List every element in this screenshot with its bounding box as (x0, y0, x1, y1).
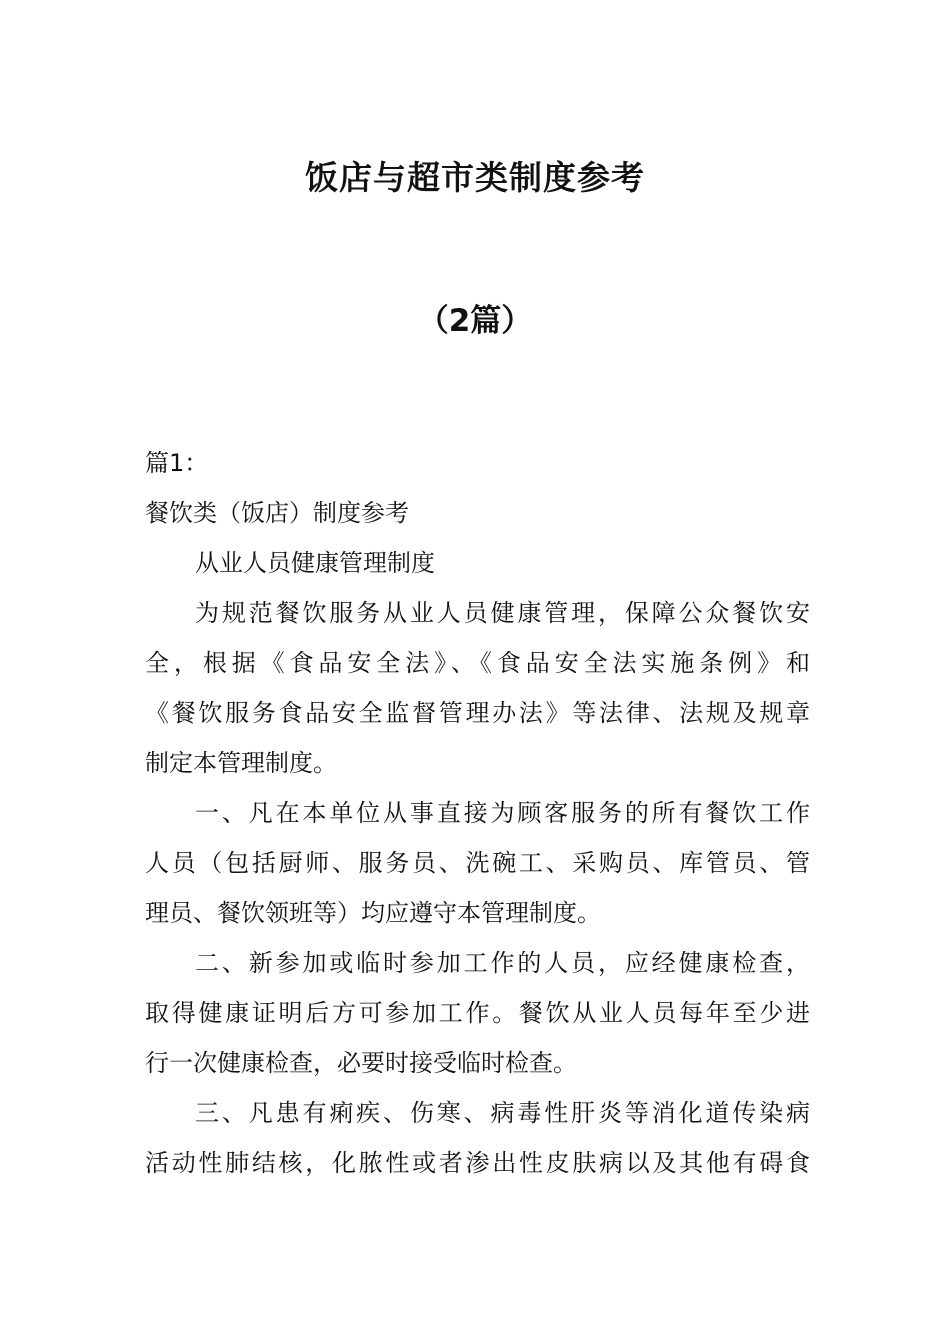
paragraph-line: 全，根据《食品安全法》、《食品安全法实施条例》和 (145, 649, 810, 677)
document-subtitle: （2篇） (417, 303, 533, 339)
paragraph-line: 《餐饮服务食品安全监督管理办法》等法律、法规及规章 (145, 699, 810, 727)
paragraph-line: 活动性肺结核，化脓性或者渗出性皮肤病以及其他有碍食 (145, 1149, 810, 1177)
document-body (145, 438, 810, 1188)
policy-heading: 从业人员健康管理制度 (195, 549, 435, 577)
section-label: 篇1： (145, 449, 209, 477)
paragraph-line: 取得健康证明后方可参加工作。餐饮从业人员每年至少进 (145, 999, 810, 1027)
paragraph-line: 为规范餐饮服务从业人员健康管理，保障公众餐饮安 (195, 599, 810, 627)
paragraph-line: 制定本管理制度。 (145, 749, 337, 777)
paragraph-line: 行一次健康检查，必要时接受临时检查。 (145, 1049, 577, 1077)
paragraph-line: 理员、餐饮领班等）均应遵守本管理制度。 (145, 899, 601, 927)
paragraph-line: 三、凡患有痢疾、伤寒、病毒性肝炎等消化道传染病 (195, 1099, 810, 1127)
section-heading: 餐饮类（饭店）制度参考 (145, 499, 409, 527)
paragraph-line: 一、凡在本单位从事直接为顾客服务的所有餐饮工作 (195, 799, 810, 827)
paragraph-line: 二、新参加或临时参加工作的人员，应经健康检查， (195, 949, 810, 977)
paragraph-line: 人员（包括厨师、服务员、洗碗工、采购员、库管员、管 (145, 849, 810, 877)
document-title: 饭店与超市类制度参考 (305, 158, 645, 197)
